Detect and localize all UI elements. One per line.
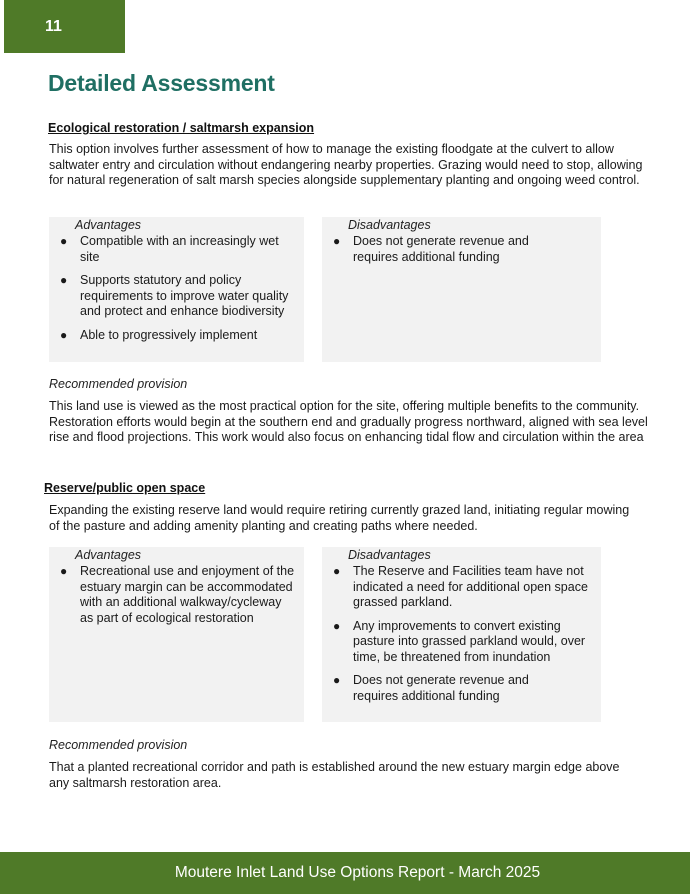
- recommended-text-ecological: This land use is viewed as the most practical option for the site, offering multiple benefits to the community. Restoration efforts would begin at the southern end and gradually progress northward, aligned with sea level rise and flood projections. This work would also focus on enhancing tidal flow and circulation within the area: [49, 399, 648, 444]
- recommended-label-reserve: Recommended provision: [49, 738, 188, 752]
- bullet-icon: ●: [60, 234, 68, 248]
- list-item: ● Compatible with an increasingly wet site: [60, 234, 279, 264]
- section-intro-reserve: Expanding the existing reserve land would require retiring currently grazed land, initiating regular mowing of the pasture and adding amenity planting and creating paths where needed.: [49, 503, 630, 533]
- disadvantages-box-reserve: [322, 547, 601, 722]
- advantages-list: [49, 564, 304, 626]
- disadvantages-box-ecological: [322, 217, 601, 362]
- disadvantages-label: Disadvantages: [348, 218, 431, 232]
- recommended-label-ecological: Recommended provision: [49, 377, 188, 391]
- bullet-icon: ●: [333, 564, 341, 578]
- bullet-icon: ●: [60, 273, 68, 287]
- section-heading-reserve: Reserve/public open space: [44, 481, 206, 495]
- advantages-box-ecological: [49, 217, 304, 362]
- page-title: Detailed Assessment: [48, 70, 275, 96]
- list-item: ● Able to progressively implement: [60, 327, 258, 342]
- section-intro-ecological: This option involves further assessment of how to manage the existing floodgate at the culvert to allow saltwater entry and circulation without endangering nearby properties. Grazing would need to stop, allowing for natural regeneration of salt marsh species alongside supplementary planting and ongoing weed control.: [49, 142, 643, 187]
- advantages-label: Advantages: [75, 218, 142, 232]
- bullet-icon: ●: [333, 673, 341, 687]
- advantages-label: Advantages: [75, 548, 142, 562]
- list-item: ● Does not generate revenue and requires additional funding: [333, 673, 529, 703]
- list-item: ● Does not generate revenue and requires additional funding: [333, 234, 529, 264]
- section-heading-ecological: Ecological restoration / saltmarsh expansion: [48, 121, 315, 135]
- disadvantages-list: [322, 234, 601, 265]
- page-number-badge: [4, 0, 125, 53]
- bullet-icon: ●: [60, 564, 68, 578]
- list-item: ● Any improvements to convert existing pasture into grassed parkland would, over time, be threatened from inundation: [333, 618, 586, 664]
- footer-text: Moutere Inlet Land Use Options Report - March 2025: [174, 864, 541, 881]
- recommended-text-reserve: That a planted recreational corridor and path is established around the new estuary margin edge above any saltmarsh restoration area.: [49, 760, 620, 790]
- list-item: ● Recreational use and enjoyment of the estuary margin can be accommodated with an additional walkway/cycleway as part of ecological restoration: [60, 564, 295, 625]
- bullet-icon: ●: [333, 234, 341, 248]
- list-item: ● Supports statutory and policy requirements to improve water quality and protect and enhance biodiversity: [60, 273, 289, 318]
- list-item: ● The Reserve and Facilities team have not indicated a need for additional open space grassed parkland.: [333, 564, 588, 609]
- bullet-icon: ●: [60, 327, 68, 342]
- bullet-icon: ●: [333, 618, 341, 633]
- disadvantages-list: [322, 564, 601, 704]
- disadvantages-label: Disadvantages: [348, 548, 431, 562]
- advantages-box-reserve: [49, 547, 304, 722]
- footer-bar: [0, 852, 690, 894]
- page-number: 11: [45, 17, 62, 35]
- advantages-list: [49, 234, 304, 343]
